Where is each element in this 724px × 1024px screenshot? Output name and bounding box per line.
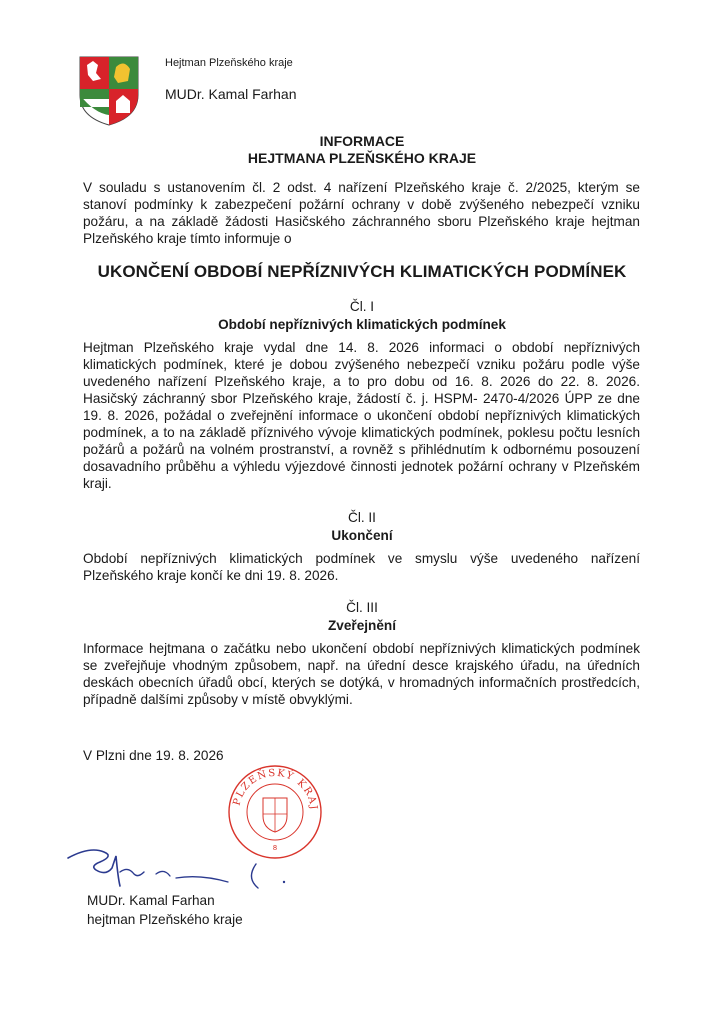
signatory-name: MUDr. Kamal Farhan [87, 893, 215, 908]
header-name: MUDr. Kamal Farhan [165, 86, 297, 102]
article-2-number: Čl. II [348, 510, 376, 525]
article-3-number: Čl. III [346, 600, 378, 615]
document-title-line2: HEJTMANA PLZEŇSKÉHO KRAJE [247, 150, 477, 166]
main-heading: UKONČENÍ OBDOBÍ NEPŘÍZNIVÝCH KLIMATICKÝCH PODMÍNEK [97, 262, 627, 281]
document-title-line1: INFORMACE [319, 133, 405, 149]
handwritten-signature [60, 838, 300, 898]
article-3-text: Informace hejtmana o začátku nebo ukončení období nepříznivých klimatických podmínek se zveřejňuje vhodným způsobem, např. na úřední desce krajského úřadu, na úředních deskách obecních úřadů obcí, kterých se dotýká, v hromadných informačních prostředcích, případně dalšími způsoby v místě obvyklými. [83, 641, 640, 707]
coat-of-arms-logo [78, 55, 140, 127]
article-2-title: Ukončení [331, 528, 393, 543]
article-1-title: Období nepříznivých klimatických podmínek [218, 317, 506, 332]
header-office: Hejtman Plzeňského kraje [165, 57, 293, 69]
place-and-date: V Plzni dne 19. 8. 2026 [83, 748, 224, 763]
stamp-number: 8 [272, 844, 278, 852]
intro-paragraph: V souladu s ustanovením čl. 2 odst. 4 nařízení Plzeňského kraje č. 2/2025, kterým se stanoví podmínky k zabezpečení požární ochrany v době zvýšeného nebezpečí vzniku požáru, a na základě žádosti Hasičského záchranného sboru Plzeňského kraje hejtman Plzeňského kraje tímto informuje o [83, 180, 640, 246]
article-1-text: Hejtman Plzeňského kraje vydal dne 14. 8. 2026 informaci o období nepříznivých klimatických podmínek, které je dobou zvýšeného nebezpečí vzniku požáru podle výše uvedeného nařízení Plzeňského kraje, a to pro dobu od 16. 8. 2026 do 22. 8. 2026. Hasičský záchranný sbor Plzeňského kraje, žádostí č. j. HSPM- 2470-4/2026 ÚPP ze dne 19. 8. 2026, požádal o zveřejnění informace o ukončení období nepříznivých klimatických podmínek, a to na základě příznivého vývoje klimatických podmínek, poklesu počtu lesních požárů a požárů na volném prostranství, a rovněž s přihlédnutím k odbornému posouzení dosavadního průběhu a výhledu výjezdové činnosti jednotek požární ochrany v Plzeňském kraji. [83, 340, 640, 491]
article-1-number: Čl. I [349, 299, 375, 314]
signatory-role: hejtman Plzeňského kraje [87, 912, 243, 927]
article-2-text: Období nepříznivých klimatických podmínek ve smyslu výše uvedeného nařízení Plzeňského kraje končí ke dni 19. 8. 2026. [83, 551, 640, 583]
stamp-text: PLZEŇSKÝ KRAJ [231, 767, 320, 812]
article-3-title: Zveřejnění [328, 618, 396, 633]
